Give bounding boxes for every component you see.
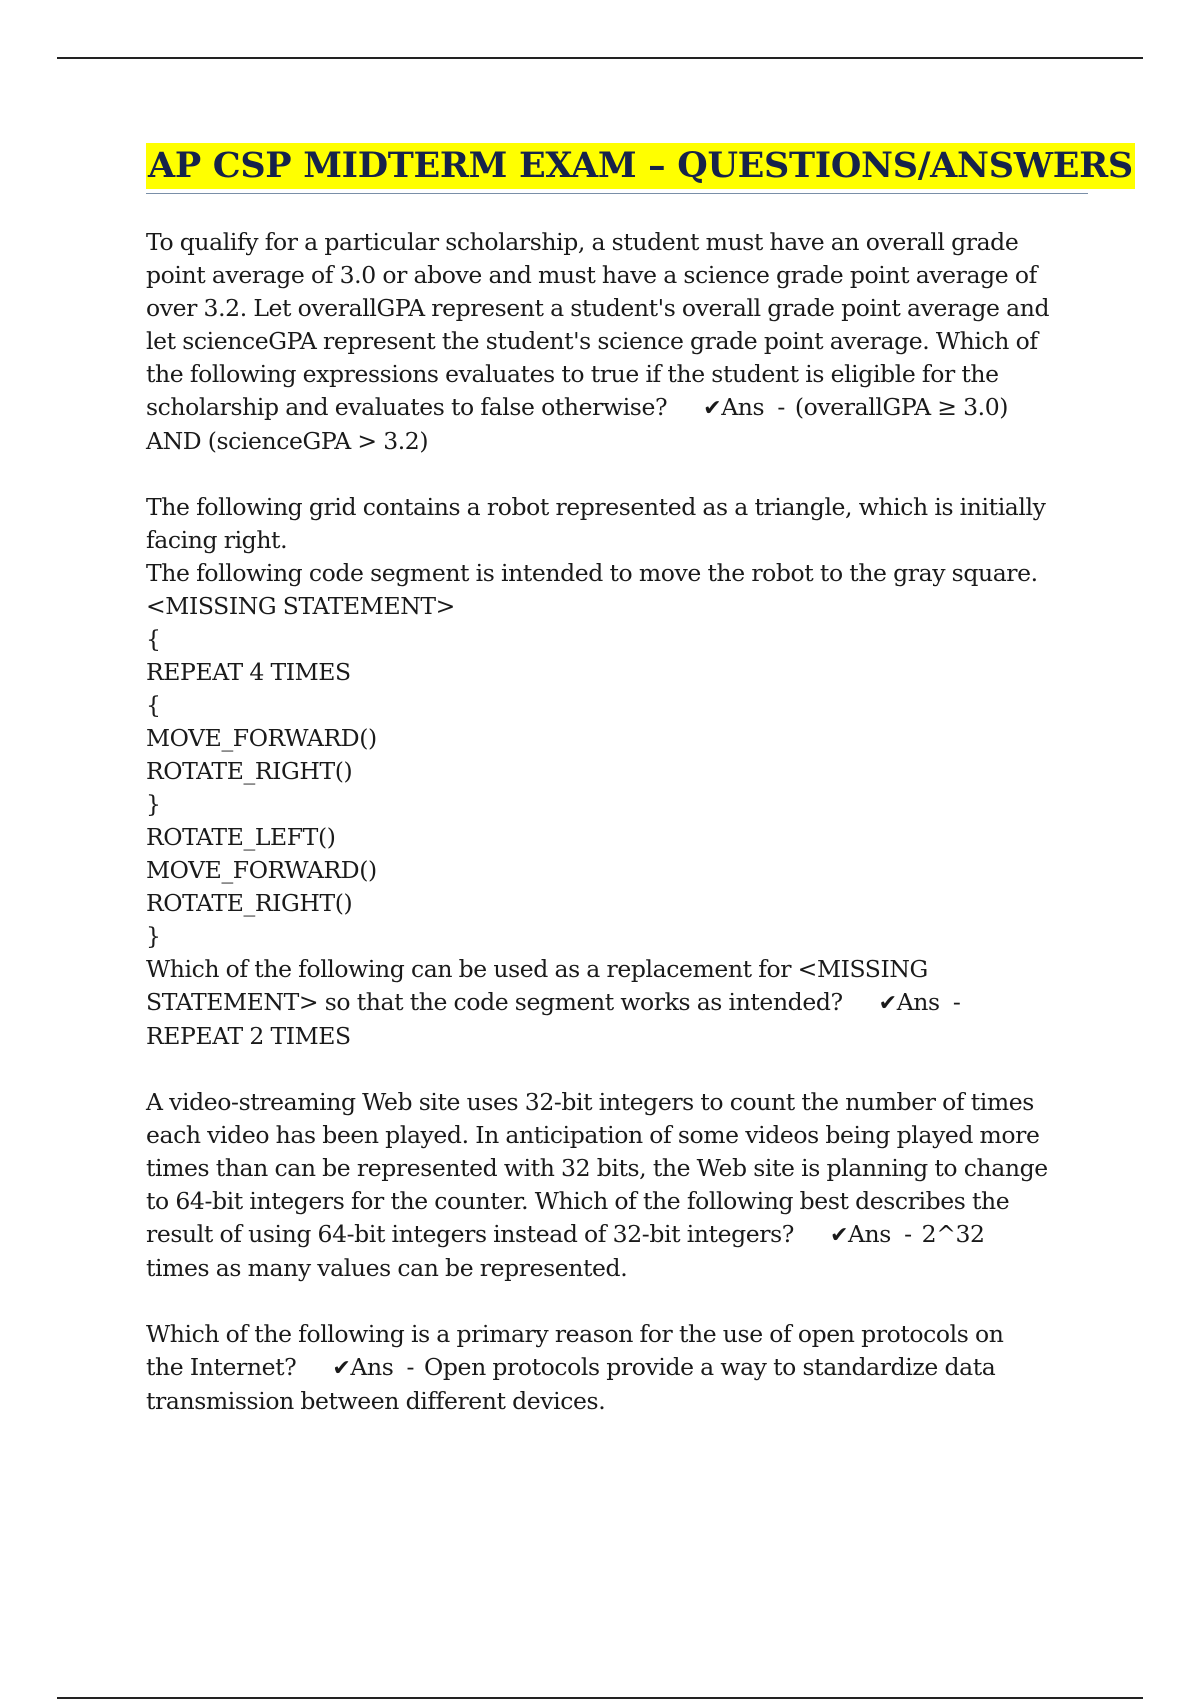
question-line bbox=[146, 1351, 1088, 1385]
answer-text: 2^32 bbox=[921, 1220, 985, 1248]
answer-marker bbox=[830, 1218, 912, 1252]
question-text: to 64-bit integers for the counter. Which of the following best describes the bbox=[146, 1187, 1010, 1215]
question-line bbox=[146, 259, 1088, 292]
title-block bbox=[146, 143, 1133, 194]
question-text: let scienceGPA represent the student's science grade point average. Which of bbox=[146, 327, 1038, 355]
question-text: scholarship and evaluates to false otherwise? bbox=[146, 393, 668, 421]
checkmark-icon: ✔ bbox=[703, 396, 722, 421]
document-body bbox=[146, 143, 1133, 1451]
answer-marker bbox=[879, 986, 961, 1020]
question-text: the following expressions evaluates to true if the student is eligible for the bbox=[146, 360, 999, 388]
answer-text: Open protocols provide a way to standardize data bbox=[424, 1353, 996, 1381]
question-line bbox=[146, 391, 1088, 425]
question-list bbox=[146, 226, 1088, 1418]
question-line bbox=[146, 986, 1088, 1020]
answer-marker bbox=[703, 391, 785, 425]
question-line bbox=[146, 887, 1088, 920]
question-text: } bbox=[146, 922, 161, 950]
question-text: ROTATE_RIGHT() bbox=[146, 889, 353, 917]
question-block bbox=[146, 226, 1088, 458]
question-text: ROTATE_LEFT() bbox=[146, 823, 336, 851]
question-text: facing right. bbox=[146, 526, 288, 554]
answer-line: times as many values can be represented. bbox=[146, 1254, 628, 1282]
question-line bbox=[146, 689, 1088, 722]
question-text: { bbox=[146, 691, 161, 719]
question-text: The following code segment is intended to move the robot to the gray square. bbox=[146, 559, 1038, 587]
question-text: A video-streaming Web site uses 32-bit integers to count the number of times bbox=[146, 1088, 1034, 1116]
answer-line: REPEAT 2 TIMES bbox=[146, 1022, 351, 1050]
question-block bbox=[146, 1318, 1088, 1418]
question-line bbox=[146, 854, 1088, 887]
question-line bbox=[146, 1318, 1088, 1351]
page-title: AP CSP MIDTERM EXAM – QUESTIONS/ANSWERS bbox=[146, 143, 1135, 189]
answer-label: Ans - bbox=[721, 393, 785, 421]
answer-text: (overallGPA ≥ 3.0) bbox=[794, 393, 1009, 421]
question-line bbox=[146, 1218, 1088, 1252]
question-line bbox=[146, 325, 1088, 358]
question-line bbox=[146, 788, 1088, 821]
question-text: STATEMENT> so that the code segment works as intended? bbox=[146, 988, 843, 1016]
question-text: { bbox=[146, 625, 161, 653]
question-line bbox=[146, 623, 1088, 656]
question-text: The following grid contains a robot represented as a triangle, which is initially bbox=[146, 493, 1046, 521]
answer-label: Ans - bbox=[847, 1220, 912, 1248]
question-text: result of using 64-bit integers instead of 32-bit integers? bbox=[146, 1220, 794, 1248]
question-line bbox=[146, 722, 1088, 755]
question-line bbox=[146, 953, 1088, 986]
checkmark-icon: ✔ bbox=[878, 991, 897, 1016]
checkmark-icon: ✔ bbox=[332, 1356, 351, 1381]
question-line bbox=[146, 656, 1088, 689]
question-line bbox=[146, 358, 1088, 391]
answer-line: AND (scienceGPA > 3.2) bbox=[146, 427, 429, 455]
question-text: times than can be represented with 32 bits, the Web site is planning to change bbox=[146, 1154, 1048, 1182]
question-text: point average of 3.0 or above and must have a science grade point average of bbox=[146, 261, 1037, 289]
question-line bbox=[146, 226, 1088, 259]
question-line bbox=[146, 557, 1088, 590]
answer-label: Ans - bbox=[896, 988, 961, 1016]
question-text: Which of the following can be used as a replacement for <MISSING bbox=[146, 955, 928, 983]
question-text: each video has been played. In anticipation of some videos being played more bbox=[146, 1121, 1040, 1149]
answer-line: transmission between different devices. bbox=[146, 1387, 606, 1415]
bottom-rule bbox=[57, 1697, 1143, 1699]
answer-label: Ans - bbox=[350, 1353, 415, 1381]
question-line bbox=[146, 524, 1088, 557]
question-block bbox=[146, 1086, 1088, 1285]
question-line bbox=[146, 755, 1088, 788]
question-line bbox=[146, 590, 1088, 623]
question-text: MOVE_FORWARD() bbox=[146, 724, 377, 752]
question-text: ROTATE_RIGHT() bbox=[146, 757, 353, 785]
question-text: <MISSING STATEMENT> bbox=[146, 592, 455, 620]
question-line bbox=[146, 491, 1088, 524]
question-text: the Internet? bbox=[146, 1353, 297, 1381]
top-rule bbox=[57, 57, 1143, 59]
question-line bbox=[146, 1185, 1088, 1218]
question-text: MOVE_FORWARD() bbox=[146, 856, 377, 884]
question-line bbox=[146, 292, 1088, 325]
question-block bbox=[146, 491, 1088, 1053]
checkmark-icon: ✔ bbox=[829, 1223, 848, 1248]
question-text: REPEAT 4 TIMES bbox=[146, 658, 351, 686]
question-text: Which of the following is a primary reason for the use of open protocols on bbox=[146, 1320, 1004, 1348]
question-text: over 3.2. Let overallGPA represent a student's overall grade point average and bbox=[146, 294, 1050, 322]
question-line bbox=[146, 920, 1088, 953]
answer-marker bbox=[332, 1351, 414, 1385]
question-line bbox=[146, 1152, 1088, 1185]
question-line bbox=[146, 1086, 1088, 1119]
question-text: } bbox=[146, 790, 161, 818]
question-text: To qualify for a particular scholarship, a student must have an overall grade bbox=[146, 228, 1019, 256]
question-line bbox=[146, 821, 1088, 854]
question-line bbox=[146, 1119, 1088, 1152]
